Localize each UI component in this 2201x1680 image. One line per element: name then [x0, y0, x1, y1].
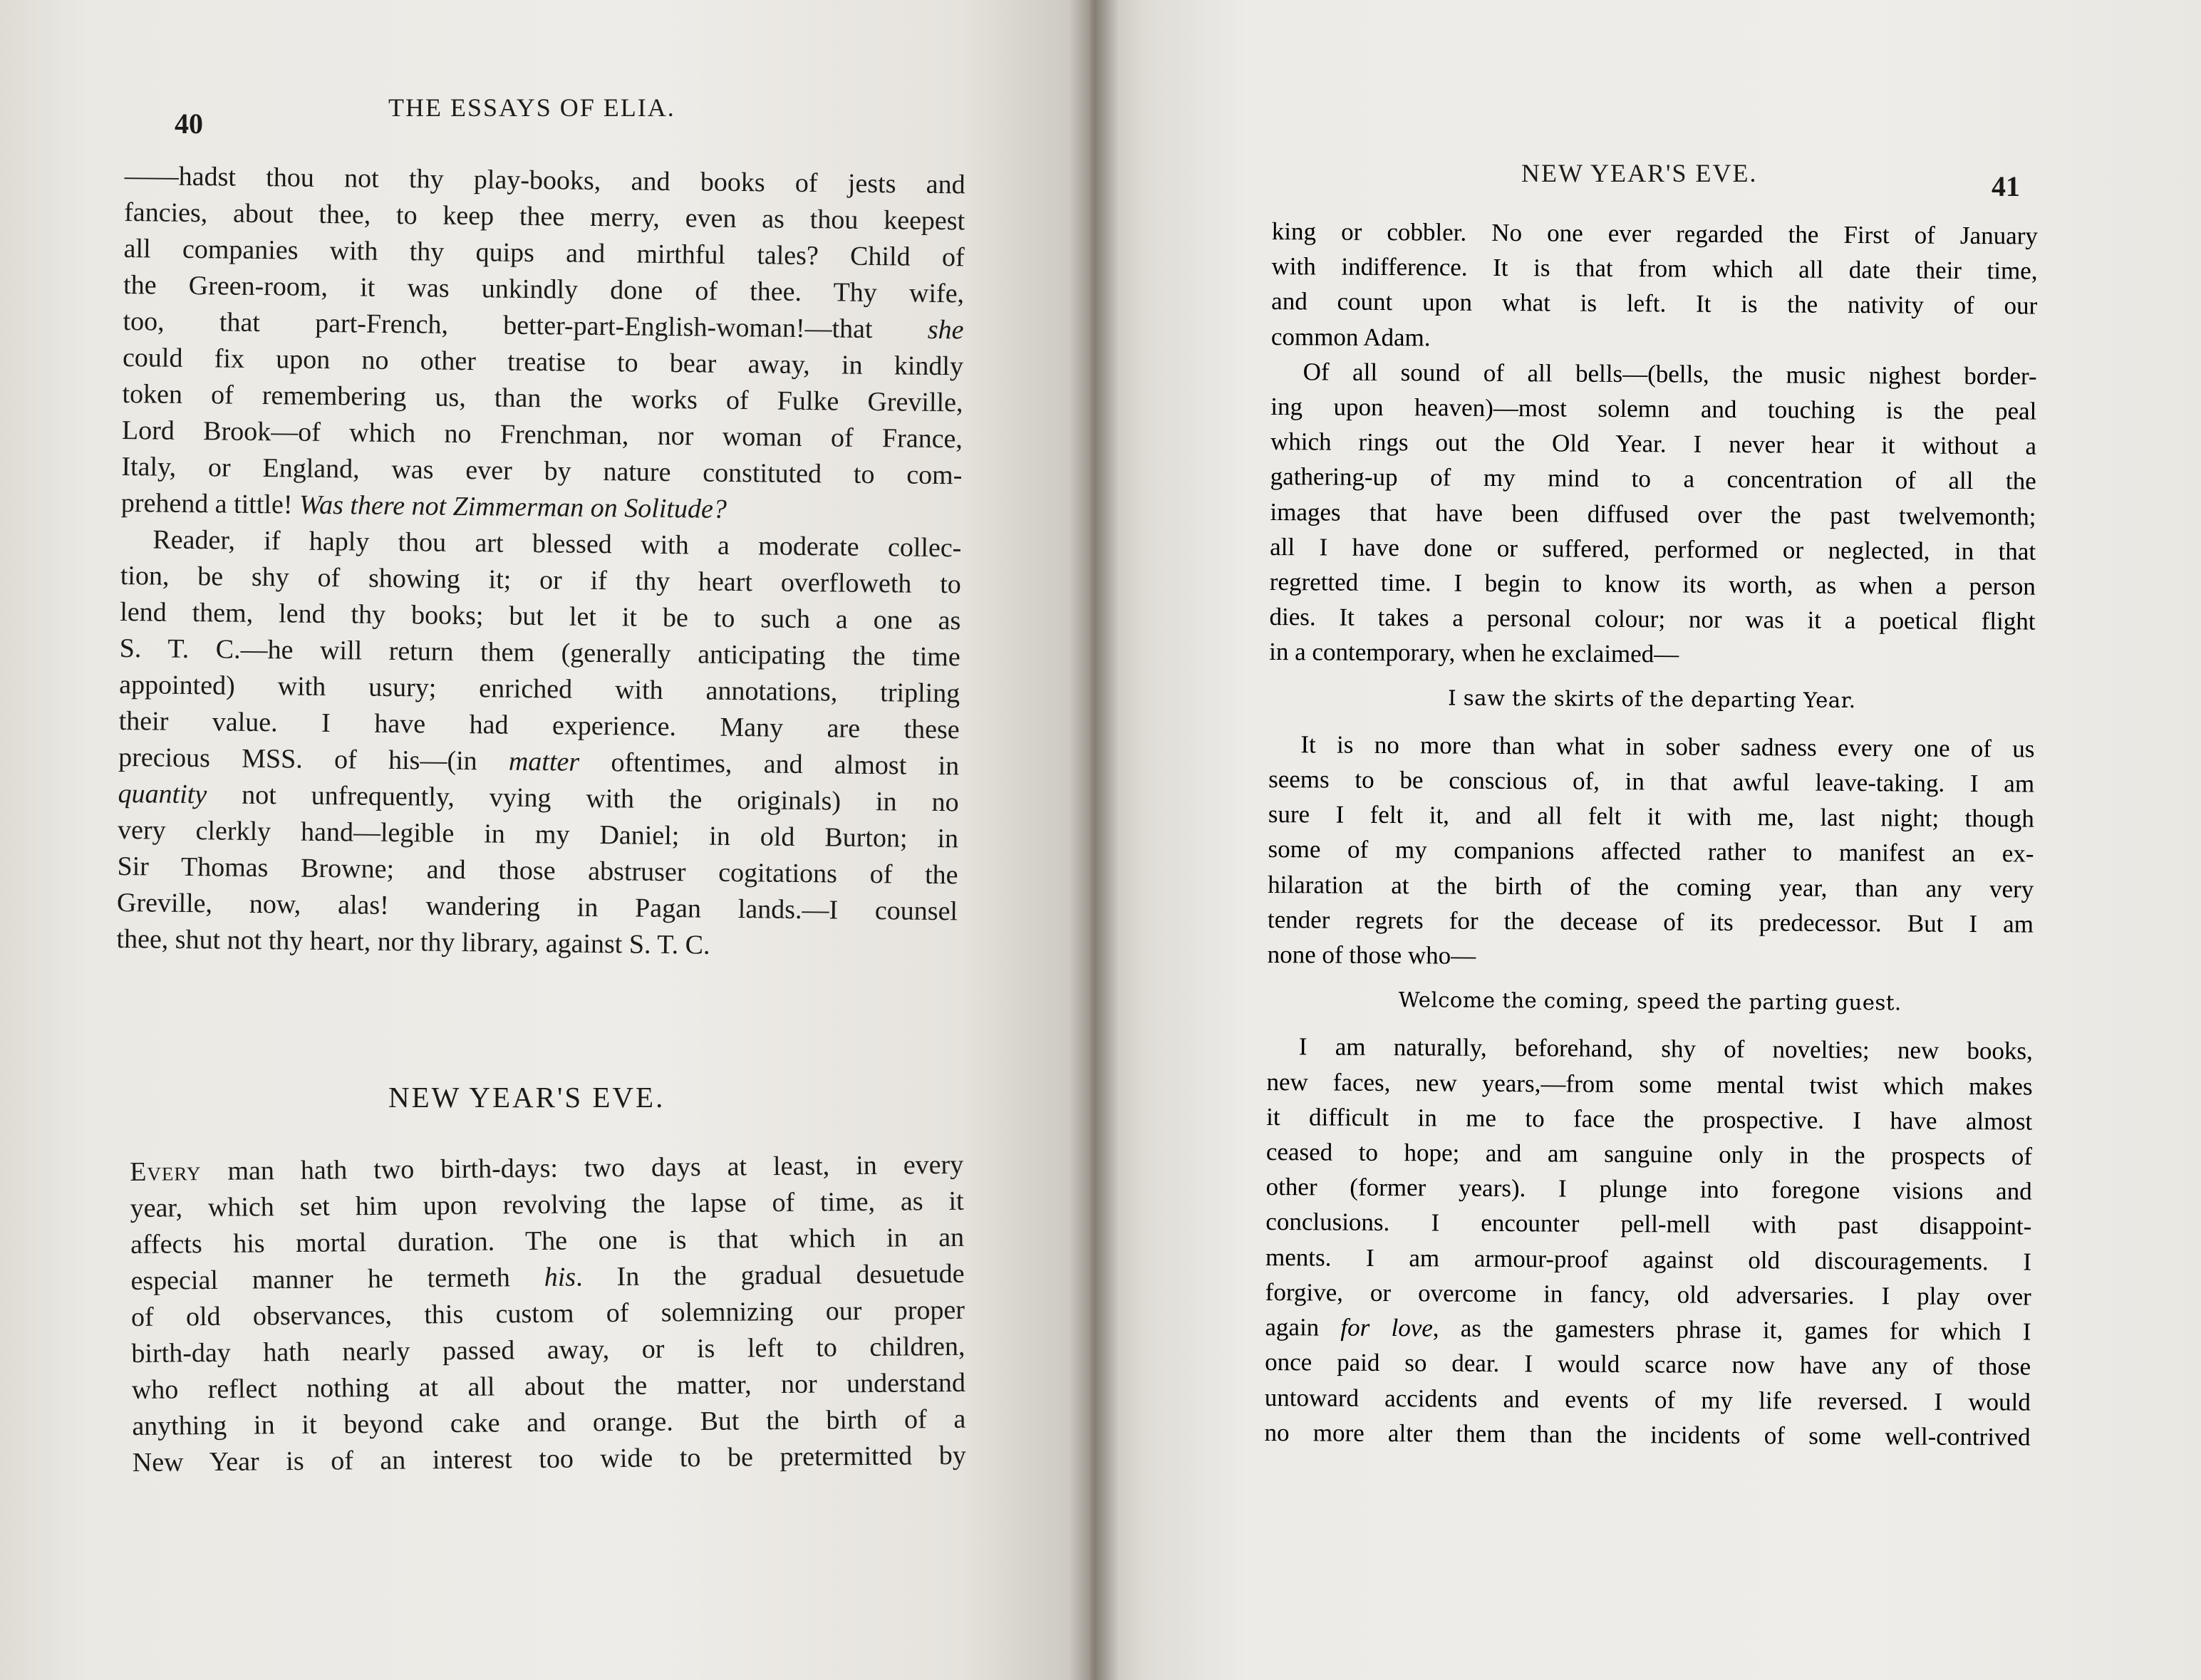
text-segment: not unfrequently, vying with the originals) in no — [206, 779, 959, 818]
text-segment: prehend a tittle! — [120, 487, 300, 520]
text-line: hilaration at the birth of the coming year, than any very — [1268, 870, 2034, 903]
text-segment: oftentimes, and almost in — [579, 747, 960, 782]
text-segment: . In the gradual desuetude — [575, 1258, 965, 1292]
text-line: New Year is of an interest too wide to be pretermitted by — [132, 1440, 966, 1478]
text-line: common Adam. — [1270, 322, 1431, 351]
left-page — [0, 0, 1090, 1680]
text-line: dies. It takes a personal colour; nor was it a poetical flight — [1269, 603, 2036, 636]
italic-text: for love — [1340, 1313, 1433, 1342]
italic-text: matter — [508, 746, 580, 777]
verse-quote: Welcome the coming, speed the parting guest. — [1398, 987, 1902, 1015]
text-segment: again — [1265, 1313, 1341, 1342]
text-line: regretted time. I begin to know its worth, as when a person — [1269, 568, 2036, 601]
text-line: king or cobbler. No one ever regarded the First of January — [1271, 217, 2038, 250]
book-gutter-shadow — [1069, 0, 1119, 1680]
text-line: their value. I have had experience. Many are these — [118, 705, 960, 745]
text-line: ceased to hope; and am sanguine only in the prospects of — [1265, 1138, 2033, 1171]
text-line: which rings out the Old Year. I never hear it without a — [1270, 427, 2037, 460]
text-segment: precious MSS. of his—(in — [118, 742, 509, 777]
text-line: It is no more than what in sober sadness every one of us — [1300, 730, 2035, 763]
text-line: Reader, if haply thou art blessed with a moderate collec- — [152, 524, 962, 564]
text-line: other (former years). I plunge into foregone visions and — [1265, 1173, 2032, 1205]
text-line: tion, be shy of showing it; or if thy heart overfloweth to — [120, 560, 962, 600]
italic-text: she — [927, 314, 964, 346]
text-line: year, which set him upon revolving the lapse of time, as it — [130, 1186, 964, 1223]
text-line: lend them, lend thy books; but let it be to such a one as — [120, 596, 961, 636]
text-line: who reflect nothing at all about the matter, nor understand — [131, 1367, 966, 1405]
text-line: anything in it beyond cake and orange. But the birth of a — [132, 1404, 966, 1441]
text-line: new faces, new years,—from some mental twist which makes — [1266, 1067, 2033, 1101]
text-line — [1265, 1310, 2031, 1349]
text-line: and count upon what is left. It is the nativity of our — [1271, 287, 2038, 320]
text-line: once paid so dear. I would scarce now have any of those — [1265, 1348, 2031, 1381]
text-segment: , as the gamesters phrase it, games for which I — [1432, 1314, 2031, 1346]
text-line: could fix upon no other treatise to bear away, in kindly — [122, 342, 964, 382]
text-line: all companies with thy quips and mirthful tales? Child of — [123, 233, 965, 273]
left-body-text — [116, 158, 965, 966]
drop-word: Every — [130, 1156, 202, 1187]
text-line: token of remembering us, than the works of Fulke Greville, — [122, 378, 963, 418]
right-body-text — [1264, 214, 2038, 1454]
text-line: thee, shut not thy heart, nor thy library, against S. T. C. — [116, 923, 710, 960]
text-line: images that have been diffused over the past twelvemonth; — [1270, 497, 2036, 531]
text-line: sure I felt it, and all felt it with me, last night; though — [1268, 800, 2034, 833]
text-line: ing upon heaven)—most solemn and touching is the peal — [1270, 393, 2037, 425]
text-line: in a contemporary, when he exclaimed— — [1269, 638, 1679, 668]
text-line: Sir Thomas Browne; and those abstruser cogitations of the — [117, 851, 958, 891]
text-line: conclusions. I encounter pell-mell with past disappoint- — [1265, 1208, 2032, 1241]
text-segment: too, that part-French, better-part-English-woman!—that — [123, 306, 928, 345]
text-line: birth-day hath nearly passed away, or is left to children, — [131, 1331, 965, 1369]
text-segment: especial manner he termeth — [130, 1262, 544, 1296]
text-line: S. T. C.—he will return them (generally anticipating the time — [119, 633, 960, 673]
text-line: no more alter them than the incidents of some well-contrived — [1264, 1418, 2031, 1451]
text-line: very clerkly hand—legible in my Daniel; in old Burton; in — [117, 814, 959, 854]
verse-quote: I saw the skirts of the departing Year. — [1448, 685, 1856, 712]
italic-text: quantity — [118, 778, 207, 810]
right-running-head: NEW YEAR'S EVE. — [1521, 159, 1758, 187]
text-line: none of those who— — [1267, 940, 1476, 970]
section-title: NEW YEAR'S EVE. — [388, 1081, 666, 1114]
text-line: with indifference. It is that from which all date their time, — [1271, 252, 2038, 285]
text-line: it difficult in me to face the prospective. I have almost — [1266, 1102, 2033, 1136]
text-line: tender regrets for the decease of its predecessor. But I am — [1267, 905, 2034, 938]
text-line: Of all sound of all bells—(bells, the music nighest border- — [1303, 358, 2037, 390]
text-line: Italy, or England, was ever by nature constituted to com- — [121, 451, 963, 491]
essay-opening-text — [130, 1147, 966, 1481]
italic-text: Was there not Zimmerman on Solitude? — [299, 489, 727, 524]
left-page-number: 40 — [175, 108, 203, 140]
text-line: I am naturally, beforehand, shy of novelties; new books, — [1298, 1032, 2033, 1066]
text-line: of old observances, this custom of solemnizing our proper — [130, 1295, 965, 1332]
text-line: all I have done or suffered, performed or neglected, in that — [1270, 532, 2036, 566]
text-line: ments. I am armour-proof against old discouragements. I — [1265, 1243, 2032, 1276]
italic-text: his — [544, 1262, 576, 1292]
text-line: gathering-up of my mind to a concentration of all the — [1270, 462, 2036, 495]
text-line: Greville, now, alas! wandering in Pagan lands.—I counsel — [116, 887, 958, 927]
text-line: fancies, about thee, to keep thee merry, even as thou keepest — [123, 197, 965, 237]
text-segment: man hath two birth-days: two days at least, in every — [201, 1149, 964, 1187]
text-line: seems to be conscious of, in that awful leave-taking. I am — [1268, 765, 2035, 798]
text-line: Lord Brook—of which no Frenchman, nor woman of France, — [121, 415, 963, 455]
text-line: untoward accidents and events of my life reversed. I would — [1264, 1383, 2031, 1416]
left-running-head: THE ESSAYS OF ELIA. — [388, 93, 675, 122]
text-line: some of my companions affected rather to manifest an ex- — [1268, 835, 2034, 868]
text-line: affects his mortal duration. The one is that which in an — [130, 1222, 965, 1260]
text-line: ——hadst thou not thy play-books, and books of jests and — [124, 160, 965, 200]
right-page-number: 41 — [1992, 170, 2020, 202]
text-line: appointed) with usury; enriched with annotations, tripling — [119, 669, 960, 709]
text-line: the Green-room, it was unkindly done of thee. Thy wife, — [123, 269, 965, 309]
text-line: forgive, or overcome in fancy, old adversaries. I play over — [1265, 1277, 2031, 1311]
